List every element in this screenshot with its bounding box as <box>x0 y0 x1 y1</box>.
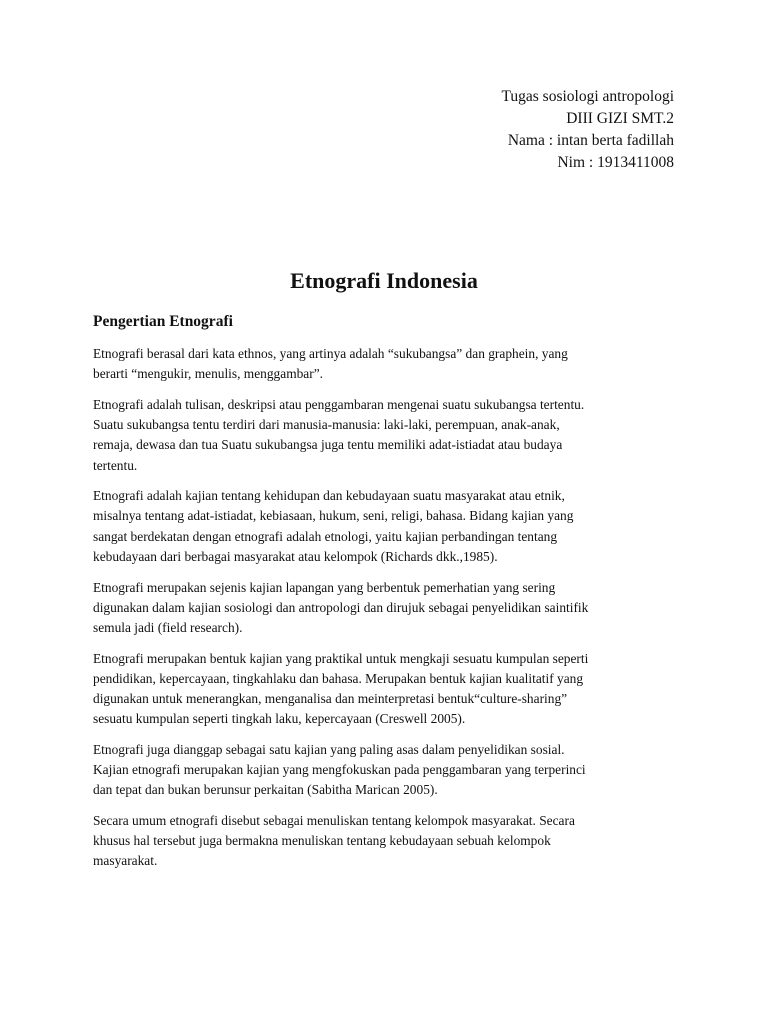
paragraph-line: masyarakat. <box>93 853 158 869</box>
paragraph-line: Etnografi merupakan sejenis kajian lapangan yang berbentuk pemerhatian yang sering <box>93 579 556 595</box>
body-text <box>93 344 683 882</box>
paragraph-line: sangat berdekatan dengan etnografi adalah etnologi, yaitu kajian perbandingan tentang <box>93 528 558 544</box>
student-id-line: Nim : 1913411008 <box>557 154 674 171</box>
paragraph-line: Etnografi merupakan bentuk kajian yang praktikal untuk mengkaji sesuatu kumpulan seperti <box>93 650 589 666</box>
paragraph <box>93 740 683 801</box>
paragraph <box>93 649 683 730</box>
paragraph-line: Etnografi berasal dari kata ethnos, yang artinya adalah “sukubangsa” dan graphein, yang <box>93 346 568 361</box>
paragraph-line: Kajian etnografi merupakan kajian yang mengfokuskan pada penggambaran yang terperinci <box>93 762 586 778</box>
section-heading: Pengertian Etnografi <box>93 313 233 330</box>
paragraph <box>93 578 683 639</box>
assignment-line: Tugas sosiologi antropologi <box>501 88 674 105</box>
paragraph-line: remaja, dewasa dan tua Suatu sukubangsa juga tentu memiliki adat-istiadat atau budaya <box>93 437 563 453</box>
paragraph-line: digunakan dalam kajian sosiologi dan antropologi dan dirujuk sebagai penyelidikan saintifik <box>93 599 589 615</box>
paragraph-line: Etnografi adalah kajian tentang kehidupan dan kebudayaan suatu masyarakat atau etnik, <box>93 488 565 504</box>
paragraph-line: berarti “mengukir, menulis, menggambar”. <box>93 366 324 382</box>
paragraph <box>93 344 683 384</box>
student-info-block <box>501 86 674 174</box>
paragraph <box>93 486 683 567</box>
document-title: Etnografi Indonesia <box>290 268 478 293</box>
paragraph-line: Secara umum etnografi disebut sebagai menuliskan tentang kelompok masyarakat. Secara <box>93 813 575 829</box>
paragraph <box>93 811 683 872</box>
paragraph-line: Etnografi adalah tulisan, deskripsi atau penggambaran mengenai suatu sukubangsa tertentu. <box>93 396 585 412</box>
paragraph-line: misalnya tentang adat-istiadat, kebiasaan, hukum, seni, religi, bahasa. Bidang kajian yang <box>93 508 574 524</box>
paragraph <box>93 395 683 476</box>
paragraph-line: khusus hal tersebut juga bermakna menuliskan tentang kebudayaan sebuah kelompok <box>93 833 551 849</box>
paragraph-line: sesuatu kumpulan seperti tingkah laku, kepercayaan (Creswell 2005). <box>93 711 466 727</box>
program-line: DIII GIZI SMT.2 <box>566 110 674 127</box>
paragraph-line: digunakan untuk menerangkan, menganalisa dan meinterpretasi bentuk“culture-sharing” <box>93 691 568 707</box>
paragraph-line: Etnografi juga dianggap sebagai satu kajian yang paling asas dalam penyelidikan sosial. <box>93 741 565 757</box>
paragraph-line: dan tepat dan bukan berunsur perkaitan (Sabitha Marican 2005). <box>93 782 438 798</box>
paragraph-line: pendidikan, kepercayaan, tingkahlaku dan bahasa. Merupakan bentuk kajian kualitatif yang <box>93 670 584 686</box>
paragraph-line: semula jadi (field research). <box>93 619 243 635</box>
paragraph-line: tertentu. <box>93 457 138 473</box>
student-name-line: Nama : intan berta fadillah <box>507 132 674 149</box>
paragraph-line: Suatu sukubangsa tentu terdiri dari manusia-manusia: laki-laki, perempuan, anak-anak, <box>93 417 560 433</box>
paragraph-line: kebudayaan dari berbagai masyarakat atau kelompok (Richards dkk.,1985). <box>93 548 498 564</box>
